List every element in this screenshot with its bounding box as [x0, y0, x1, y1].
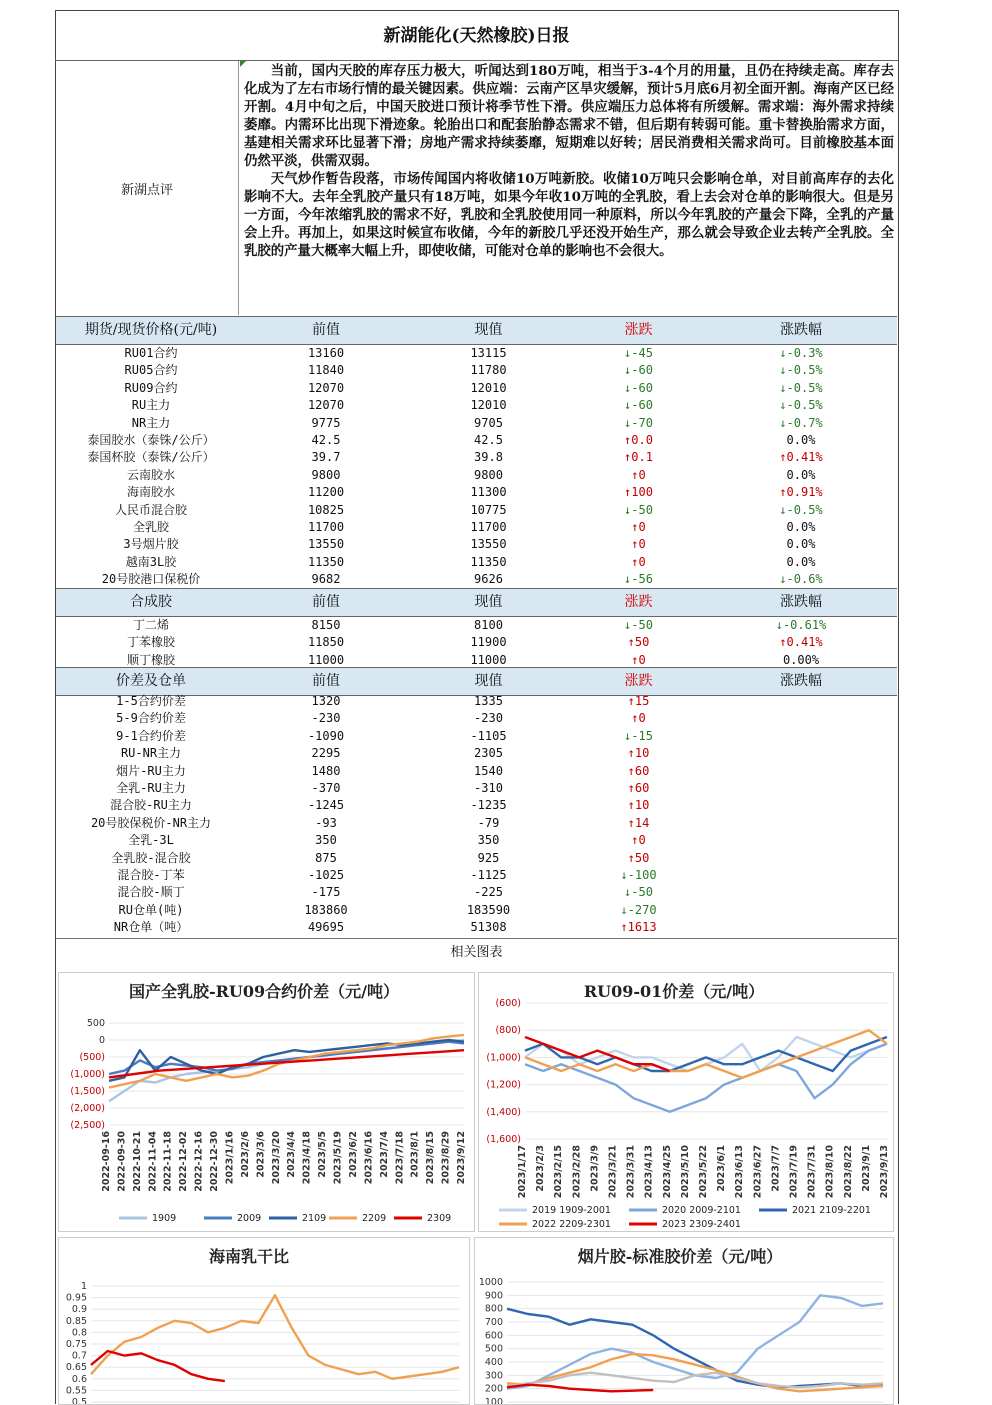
chart-ru09-01-spread: [478, 972, 894, 1232]
table-row: [56, 919, 897, 936]
cell-pct: 0.0%: [786, 433, 816, 447]
y-tick-label: 0.8: [71, 1327, 87, 1339]
table-row: [56, 867, 897, 884]
x-tick-label: 2023/4/18: [301, 1131, 313, 1185]
cell-pct: 0.0%: [786, 467, 816, 482]
x-tick-label: 2023/1/16: [224, 1131, 236, 1185]
table-row: [56, 415, 897, 432]
cell-prev: 8150: [311, 618, 341, 632]
cell-name: RU主力: [131, 398, 171, 413]
x-tick-label: 2023/3/20: [270, 1131, 282, 1185]
cell-name: 全乳胶-混合胶: [111, 850, 191, 865]
table-row: [56, 797, 897, 814]
cell-cur: -1105: [470, 728, 507, 743]
x-tick-label: 2023/6/27: [752, 1145, 764, 1199]
x-tick-label: 2023/9/12: [456, 1131, 467, 1185]
cell-pct: ↓-0.5%: [779, 398, 823, 413]
x-tick-label: 2023/4/13: [643, 1145, 655, 1199]
cell-name: 5-9合约价差: [116, 711, 186, 726]
cell-name: 9-1合约价差: [116, 728, 186, 743]
cell-cur: -310: [474, 781, 503, 795]
column-header: 现值: [474, 673, 503, 689]
y-tick-label: 600: [484, 1330, 503, 1342]
x-tick-label: 2022-09-16: [101, 1131, 112, 1192]
cell-cur: 12010: [470, 398, 507, 413]
cell-cur: 39.8: [474, 450, 503, 465]
cell-name: 烟片-RU主力: [116, 763, 186, 778]
cell-chg: ↑50: [627, 635, 650, 650]
x-tick-label: 2023/9/1: [860, 1145, 872, 1192]
cell-chg: ↑0: [631, 711, 646, 726]
y-tick-label: (1,500): [70, 1086, 105, 1097]
table-row: [56, 832, 897, 849]
cell-name: RU01合约: [124, 346, 178, 360]
cell-chg: ↓-50: [624, 502, 653, 517]
y-tick-label: (1,200): [486, 1079, 521, 1091]
legend-label: 2023 2309-2401: [662, 1219, 741, 1230]
cell-name: NR仓单（吨）: [113, 920, 189, 935]
y-tick-label: 0.5: [71, 1397, 87, 1404]
x-tick-label: 2023/2/28: [571, 1145, 583, 1199]
x-tick-label: 2023/2/6: [239, 1131, 251, 1178]
table-row: [56, 815, 897, 832]
table-row: [56, 519, 897, 536]
y-tick-label: 400: [484, 1357, 503, 1368]
cell-pct: ↓-0.5%: [779, 380, 823, 395]
cell-name: 混合胶-RU主力: [110, 798, 192, 813]
cell-chg: ↓-70: [624, 415, 653, 430]
cell-chg: ↑0: [631, 652, 646, 667]
y-tick-label: 500: [86, 1018, 105, 1029]
cell-chg: ↓-270: [620, 902, 657, 917]
cell-pct: 0.0%: [786, 537, 816, 552]
y-tick-label: (500): [79, 1052, 105, 1063]
table-row: [56, 693, 897, 710]
cell-chg: ↑100: [624, 485, 653, 500]
x-tick-label: 2023/3/9: [589, 1145, 601, 1192]
series-line: [109, 1042, 464, 1074]
legend-label: 2009: [237, 1213, 262, 1224]
cell-cur: -1125: [470, 868, 507, 882]
cell-pct: ↓-0.61%: [775, 618, 827, 632]
cell-chg: ↑0.1: [624, 450, 653, 465]
cell-chg: ↓-60: [624, 363, 653, 378]
cell-chg: ↓-60: [624, 380, 653, 395]
cell-cur: 9626: [474, 572, 503, 587]
chart-latex-ru09-spread: [58, 972, 475, 1232]
x-tick-label: 2023/7/4: [378, 1131, 390, 1178]
cell-cur: 13550: [470, 537, 507, 552]
table-row: [56, 345, 897, 362]
x-tick-label: 2023/6/1: [716, 1145, 728, 1192]
y-tick-label: 0.9: [71, 1304, 87, 1316]
cell-chg: ↑0: [631, 833, 646, 848]
column-header: 涨跌: [624, 322, 653, 338]
column-header: 现值: [474, 594, 503, 610]
cell-cur: 51308: [470, 920, 507, 935]
chart-title: 国产全乳胶-RU09合约价差（元/吨）: [128, 982, 400, 1001]
cell-chg: ↑0: [631, 520, 646, 534]
legend-label: 2309: [427, 1213, 452, 1224]
y-tick-label: 1000: [478, 1277, 503, 1288]
table-row: [56, 571, 897, 588]
section1-header: [56, 316, 897, 345]
cell-name: 全乳-3L: [128, 833, 174, 848]
x-tick-label: 2023/5/10: [679, 1145, 691, 1199]
chart-rss-sr-spread: [474, 1237, 894, 1405]
y-tick-label: 700: [484, 1317, 503, 1328]
cell-name: 人民币混合胶: [114, 502, 187, 517]
section3-header: [56, 667, 897, 696]
cell-cur: 11350: [470, 554, 507, 569]
table-row: [56, 850, 897, 867]
cell-prev: 350: [315, 833, 337, 848]
x-tick-label: 2023/1/17: [517, 1145, 528, 1199]
y-tick-label: (600): [495, 998, 521, 1009]
y-tick-label: 200: [484, 1383, 503, 1395]
x-tick-label: 2023/6/2: [347, 1131, 359, 1178]
x-tick-label: 2023/7/19: [788, 1145, 800, 1199]
table-row: [56, 362, 897, 379]
cell-chg: ↑60: [627, 781, 650, 795]
x-tick-label: 2022-12-30: [209, 1131, 221, 1192]
cell-prev: -1090: [307, 728, 345, 743]
cell-pct: ↓-0.6%: [779, 572, 823, 587]
chart-hainan-latex-ratio: [58, 1237, 470, 1405]
cell-chg: ↑10: [627, 798, 650, 813]
cell-prev: 13160: [307, 346, 345, 360]
cell-pct: ↓-0.5%: [779, 502, 823, 517]
table-row: [56, 617, 897, 634]
cell-cur: 8100: [474, 618, 503, 632]
series-line: [525, 1037, 887, 1071]
comment-paragraph-1: 当前，国内天胶的库存压力极大，听闻达到180万吨，相当于3-4个月的用量，且仍在持续走高。库存去化成为了左右市场行情的最关键因素。供应端：云南产区旱灾缓解，预计5月底6月初全面开割。海南产区已经开割。4月中旬之后，中国天胶进口预计将季节性下滑。供应端压力总体将有所缓解。需求端：海外需求持续萎靡。内需环比出现下滑迹象。轮胎出口和配套胎静态需求不错，但后期有转弱可能。重卡替换胎需求方面，基建相关需求环比显著下滑；房地产需求持续萎靡，短期难以好转；居民消费相关需求尚可。目前橡胶基本面仍然平淡，供需双弱。: [244, 63, 894, 169]
cell-pct: 0.0%: [786, 520, 816, 534]
legend-label: 2020 2009-2101: [662, 1205, 741, 1216]
cell-prev: 11000: [307, 652, 345, 667]
series-line: [91, 1295, 459, 1379]
x-tick-label: 2022-10-21: [131, 1131, 143, 1192]
cell-pct: 0.00%: [782, 652, 820, 667]
x-tick-label: 2023/8/10: [824, 1145, 836, 1199]
chart-title: 烟片胶-标准胶价差（元/吨）: [577, 1247, 783, 1266]
cell-prev: -1025: [307, 868, 345, 882]
column-header: 合成胶: [130, 594, 172, 610]
x-tick-label: 2022-11-18: [162, 1131, 174, 1192]
cell-prev: 1480: [311, 763, 341, 778]
x-tick-label: 2023/5/22: [698, 1145, 709, 1199]
column-header: 涨跌幅: [780, 594, 822, 610]
cell-chg: ↓-100: [620, 868, 657, 882]
related-charts-label: 相关图表: [56, 938, 897, 967]
cell-cur: 11000: [470, 652, 507, 667]
cell-name: RU05合约: [124, 363, 178, 378]
comment-label: 新湖点评: [56, 61, 239, 315]
legend-label: 2022 2209-2301: [532, 1219, 611, 1230]
comment-paragraph-2: 天气炒作暂告段落，市场传闻国内将收储10万吨新胶。收储10万吨只会影响仓单，对目前高库存的去化影响不大。去年全乳胶产量只有18万吨，如果今年收10万吨的全乳胶，看上去会对仓单的影响很大。但是另一方面，今年浓缩乳胶的需求不好，乳胶和全乳胶使用同一种原料，所以今年乳胶的产量会下降，全乳的产量会上升。再加上，如果这时候宣布收储，今年的新胶几乎还没开始生产，那么就会导致企业去转产全乳胶。全乳胶的产量大概率大幅上升，即使收储，可能对仓单的影响也不会很大。: [244, 171, 894, 259]
x-tick-label: 2022-09-30: [116, 1131, 128, 1192]
y-tick-label: 300: [484, 1370, 503, 1382]
cell-cur: 12010: [470, 380, 507, 395]
cell-prev: -93: [315, 815, 337, 830]
table-row: [56, 902, 897, 919]
y-tick-label: 0.85: [65, 1315, 87, 1327]
column-header: 现值: [474, 322, 503, 338]
cell-cur: 11300: [470, 485, 507, 500]
cell-prev: 12070: [307, 380, 345, 395]
cell-name: 云南胶水: [126, 467, 175, 482]
cell-prev: 9775: [311, 415, 341, 430]
y-tick-label: (1,600): [486, 1134, 521, 1145]
cell-prev: 1320: [311, 694, 341, 708]
cell-chg: ↓-60: [624, 398, 653, 413]
cell-chg: ↑60: [627, 763, 650, 778]
table-row: [56, 763, 897, 780]
cell-name: 顺丁橡胶: [126, 652, 175, 667]
legend-label: 1909: [152, 1213, 177, 1224]
cell-name: 丁二烯: [132, 618, 169, 632]
y-tick-label: 0.95: [65, 1292, 87, 1304]
cell-name: NR主力: [131, 415, 171, 430]
y-tick-label: 800: [484, 1303, 503, 1315]
x-tick-label: 2023/8/29: [440, 1131, 452, 1185]
y-tick-label: 100: [484, 1397, 503, 1404]
cell-pct: 0.0%: [786, 554, 816, 569]
table-row: [56, 710, 897, 727]
x-tick-label: 2023/3/6: [255, 1131, 267, 1178]
cell-prev: 875: [315, 850, 337, 865]
cell-prev: 49695: [307, 920, 345, 935]
cell-name: 全乳胶: [132, 520, 169, 534]
series-line: [525, 1037, 887, 1071]
cell-cur: 10775: [470, 502, 507, 517]
cell-chg: ↑0: [631, 537, 646, 552]
report-title: 新湖能化(天然橡胶)日报: [55, 10, 898, 61]
cell-cur: 11780: [470, 363, 507, 378]
cell-cur: -1235: [470, 798, 507, 813]
cell-cur: 42.5: [474, 433, 503, 447]
x-tick-label: 2022-11-04: [147, 1131, 159, 1192]
cell-chg: ↑10: [627, 746, 650, 761]
table-row: [56, 432, 897, 449]
chart-title: 海南乳干比: [208, 1247, 290, 1266]
x-tick-label: 2023/2/3: [535, 1145, 547, 1192]
cell-prev: 9682: [311, 572, 341, 587]
table-row: [56, 728, 897, 745]
cell-chg: ↑0: [631, 554, 646, 569]
table-row: [56, 780, 897, 797]
y-tick-label: (2,500): [70, 1120, 105, 1131]
table-row: [56, 397, 897, 414]
series-line: [507, 1385, 653, 1392]
y-tick-label: 0: [98, 1035, 105, 1046]
legend-label: 2209: [362, 1213, 387, 1224]
cell-prev: 11200: [307, 485, 345, 500]
cell-prev: 42.5: [311, 433, 341, 447]
table-row: [56, 536, 897, 553]
cell-cur: 13115: [470, 346, 507, 360]
cell-name: 泰国胶水（泰铢/公斤）: [87, 433, 215, 447]
cell-pct: ↑0.41%: [779, 635, 823, 650]
cell-chg: ↓-50: [624, 885, 653, 900]
cell-chg: ↑14: [627, 815, 650, 830]
legend-label: 2019 1909-2001: [532, 1205, 611, 1216]
cell-cur: 183590: [466, 902, 511, 917]
chart-title: RU09-01价差（元/吨）: [583, 982, 765, 1001]
comment-body: [244, 62, 894, 260]
cell-cur: 925: [477, 850, 500, 865]
legend-label: 2109: [302, 1213, 327, 1224]
y-tick-label: (1,000): [70, 1069, 105, 1080]
column-header: 前值: [312, 673, 340, 689]
cell-name: 全乳-RU主力: [116, 781, 186, 795]
table-row: [56, 467, 897, 484]
x-tick-label: 2023/5/5: [317, 1131, 329, 1178]
column-header: 涨跌: [624, 594, 653, 610]
cell-chg: ↑0.0: [624, 433, 653, 447]
cell-prev: 9800: [311, 467, 341, 482]
cell-name: 混合胶-顺丁: [117, 885, 185, 900]
x-tick-label: 2023/8/22: [842, 1145, 854, 1199]
table-row: [56, 745, 897, 762]
y-tick-label: 900: [484, 1290, 503, 1302]
column-header: 期货/现货价格(元/吨): [84, 322, 218, 338]
y-tick-label: (1,000): [486, 1052, 521, 1064]
column-header: 前值: [312, 322, 340, 338]
cell-chg: ↓-56: [624, 572, 653, 587]
cell-cur: 9800: [474, 467, 503, 482]
series-line: [525, 1044, 887, 1112]
table-row: [56, 502, 897, 519]
x-tick-label: 2023/3/31: [625, 1145, 637, 1199]
column-header: 涨跌幅: [780, 322, 822, 338]
x-tick-label: 2023/8/1: [409, 1131, 421, 1178]
cell-prev: 2295: [311, 746, 341, 761]
cell-cur: -230: [474, 711, 503, 726]
cell-name: 泰国杯胶（泰铢/公斤）: [87, 450, 215, 465]
cell-cur: 11900: [470, 635, 507, 650]
cell-prev: 12070: [307, 398, 345, 413]
cell-chg: ↓-45: [624, 346, 653, 360]
y-tick-label: (800): [495, 1025, 521, 1037]
cell-name: 混合胶-丁苯: [117, 868, 185, 882]
cell-prev: 11850: [307, 635, 345, 650]
y-tick-label: (1,400): [486, 1106, 521, 1118]
y-tick-label: 1: [80, 1281, 87, 1292]
x-tick-label: 2023/3/21: [607, 1145, 619, 1199]
cell-name: 20号胶保税价-NR主力: [90, 815, 212, 830]
x-tick-label: 2022-12-02: [178, 1131, 190, 1192]
y-tick-label: 0.55: [65, 1385, 87, 1397]
column-header: 涨跌: [624, 673, 653, 689]
cell-prev: -230: [311, 711, 341, 726]
table-row: [56, 884, 897, 901]
cell-chg: ↑0: [631, 467, 646, 482]
cell-prev: 11350: [307, 554, 345, 569]
x-tick-label: 2023/4/25: [661, 1145, 673, 1199]
cell-name: 20号胶港口保税价: [101, 572, 201, 587]
cell-prev: 11840: [307, 363, 345, 378]
table-row: [56, 634, 897, 651]
cell-name: 越南3L胶: [125, 554, 177, 569]
table-row: [56, 380, 897, 397]
cell-pct: ↓-0.5%: [779, 363, 823, 378]
column-header: 价差及仓单: [116, 673, 186, 689]
cell-name: 1-5合约价差: [116, 694, 186, 708]
cell-cur: -225: [474, 885, 503, 900]
x-tick-label: 2023/5/19: [332, 1131, 344, 1185]
column-header: 前值: [312, 594, 340, 610]
cell-name: 丁苯橡胶: [126, 635, 175, 650]
x-tick-label: 2023/8/15: [425, 1131, 437, 1185]
section2-header: [56, 588, 897, 617]
cell-cur: 1540: [474, 763, 503, 778]
cell-cur: 1335: [474, 694, 503, 708]
cell-name: RU-NR主力: [120, 746, 182, 761]
cell-cur: 2305: [474, 746, 503, 761]
y-tick-label: 0.65: [65, 1362, 87, 1374]
x-tick-label: 2023/6/13: [734, 1145, 746, 1199]
cell-chg: ↑1613: [620, 920, 657, 935]
table-row: [56, 554, 897, 571]
cell-chg: ↑50: [627, 850, 650, 865]
cell-prev: 11700: [307, 520, 345, 534]
x-tick-label: 2023/4/4: [286, 1131, 298, 1178]
cell-prev: 10825: [307, 502, 345, 517]
cell-prev: -370: [311, 781, 341, 795]
x-tick-label: 2023/7/18: [394, 1131, 406, 1185]
column-header: 涨跌幅: [780, 673, 822, 689]
cell-pct: ↑0.41%: [779, 450, 823, 465]
x-tick-label: 2022-12-16: [193, 1131, 205, 1192]
y-tick-label: 0.6: [71, 1373, 87, 1385]
cell-prev: 39.7: [311, 450, 341, 465]
x-tick-label: 2023/9/13: [879, 1145, 890, 1199]
cell-chg: ↓-50: [624, 618, 653, 632]
cell-cur: 350: [477, 833, 500, 848]
cell-prev: 13550: [307, 537, 345, 552]
y-tick-label: 0.7: [71, 1350, 87, 1362]
x-tick-label: 2023/6/16: [363, 1131, 375, 1185]
x-tick-label: 2023/7/7: [770, 1145, 782, 1192]
table-row: [56, 484, 897, 501]
cell-name: 3号烟片胶: [123, 537, 179, 552]
cell-pct: ↑0.91%: [779, 485, 823, 500]
cell-cur: 11700: [470, 520, 507, 534]
cell-cur: 9705: [474, 415, 503, 430]
cell-prev: -1245: [307, 798, 345, 813]
cell-name: RU仓单(吨): [118, 902, 184, 917]
table-row: [56, 449, 897, 466]
cell-prev: 183860: [304, 902, 348, 917]
x-tick-label: 2023/2/15: [553, 1145, 565, 1199]
y-tick-label: 500: [484, 1343, 503, 1355]
y-tick-label: (2,000): [70, 1103, 105, 1114]
cell-pct: ↓-0.3%: [779, 346, 823, 360]
cell-pct: ↓-0.7%: [779, 415, 823, 430]
cell-chg: ↓-15: [624, 728, 653, 743]
cell-cur: -79: [477, 815, 500, 830]
x-tick-label: 2023/7/31: [806, 1145, 818, 1199]
cell-chg: ↑15: [627, 694, 650, 708]
y-tick-label: 0.75: [65, 1339, 87, 1350]
cell-name: RU09合约: [124, 380, 178, 395]
cell-name: 海南胶水: [126, 485, 175, 500]
legend-label: 2021 2109-2201: [792, 1205, 871, 1216]
cell-prev: -175: [311, 885, 341, 900]
